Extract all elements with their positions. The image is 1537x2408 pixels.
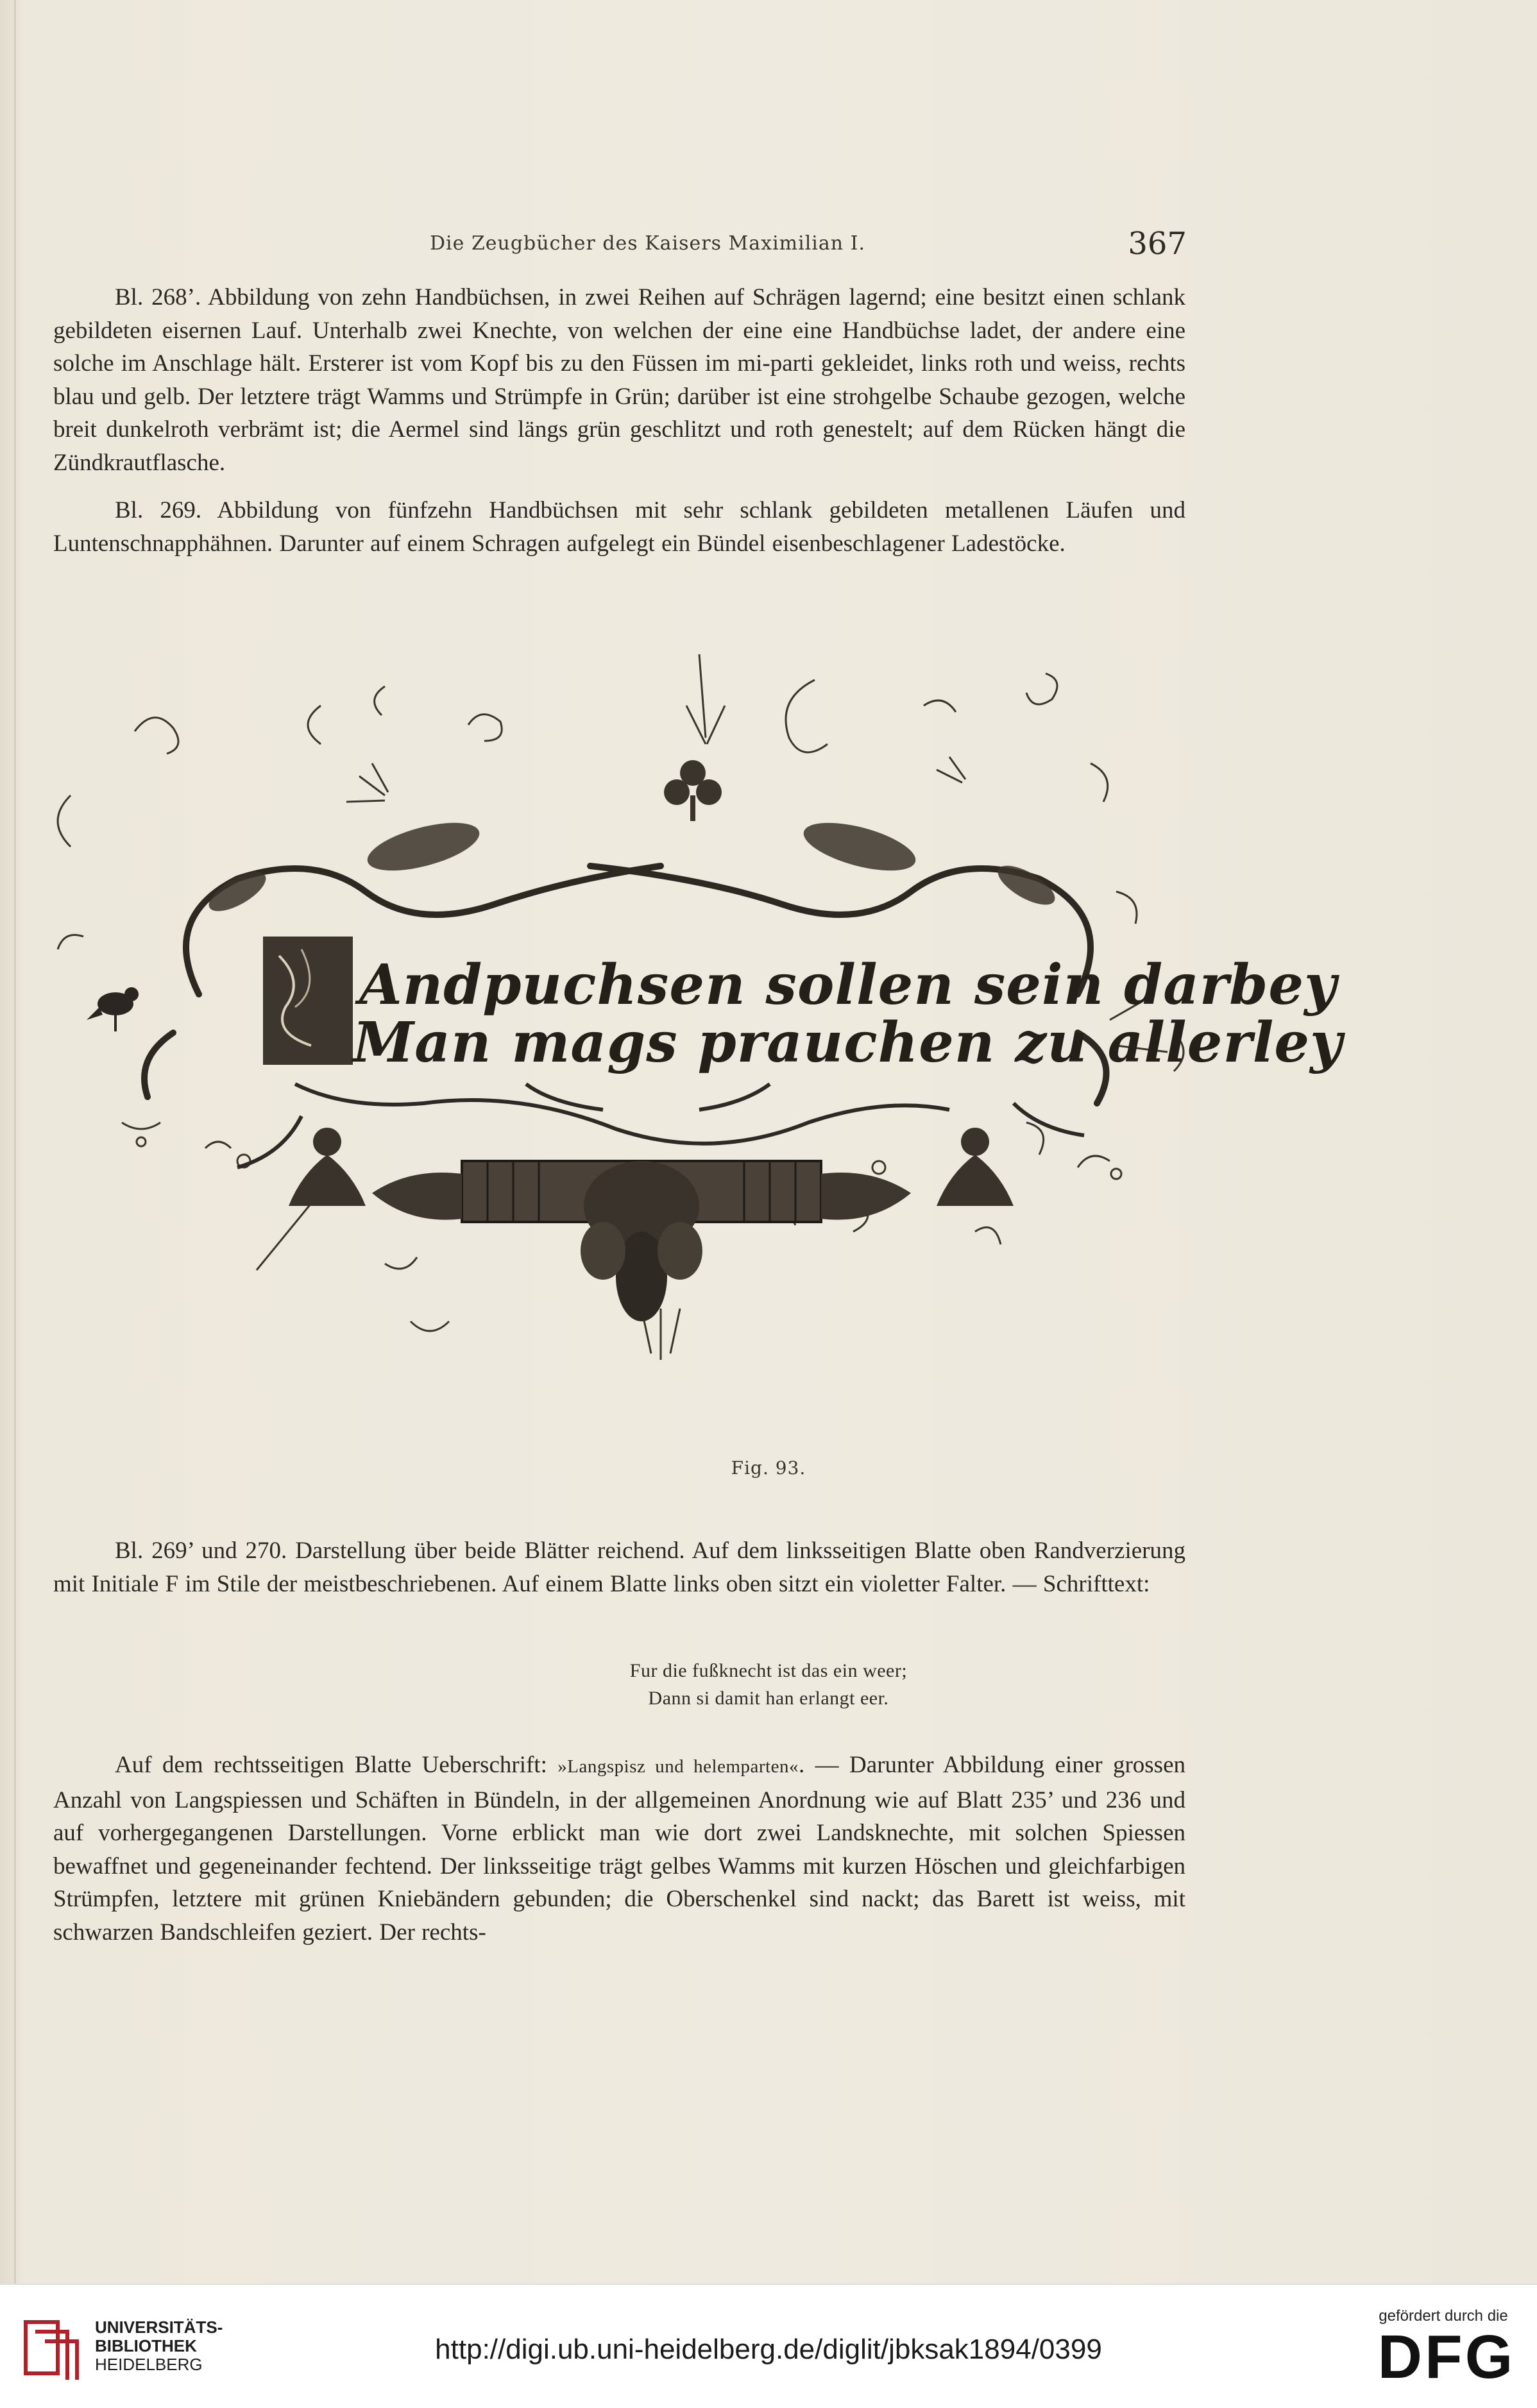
verse-line-1: Fur die fußknecht ist das ein weer;: [629, 1660, 908, 1681]
dfg-logo[interactable]: DFG: [1377, 2323, 1516, 2391]
running-title: Die Zeugbücher des Kaisers Maximilian I.: [430, 232, 866, 255]
paragraph-bl-269-270: Bl. 269’ und 270. Darstellung über beide Blätter reichend. Auf dem linksseitigen Blatte oben Randverzierung mit Initiale F im Stile der meistbeschriebenen. Auf einem Blatte links oben sitzt ein violetter Falter. — Schrifttext:: [53, 1538, 1185, 1597]
central-column: [372, 1161, 911, 1321]
left-tassel-knot: [313, 1128, 341, 1156]
banner-line-1: Andpuchsen sollen sein darbey: [359, 953, 1337, 1017]
banner-line-2: Man mags prauchen zu allerley: [353, 1010, 1343, 1075]
figure-caption: Fig. 93.: [731, 1457, 806, 1479]
right-tassel-knot: [961, 1128, 989, 1156]
bird-ornament: [87, 987, 139, 1031]
verse-line-2: Dann si damit han erlangt eer.: [648, 1688, 889, 1709]
source-url-link[interactable]: http://digi.ub.uni-heidelberg.de/diglit/jbksak1894/0399: [435, 2334, 1102, 2365]
curl-ornament: [135, 718, 178, 754]
paragraph-right-leaf: [53, 1749, 1185, 1949]
paragraph-4-rest: . — Darunter Abbildung einer grossen Anzahl von Langspiessen und Schäften in Bündeln, in der allgemeinen Anordnung wie auf Blatt 235’ und 236 und auf vorhergegangenen Darstellungen. Vorne erblickt man wie dort zwei Landsknechte, mit solchen Spiessen bewaffnet und gegeneinander fechtend. Der linksseitige trägt gelbes Wamms mit kurzen Höschen und gleichfarbigen Strümpfen, letztere mit grünen Kniebändern gebunden; die Oberschenkel sind nackt; das Barett ist weiss, mit schwarzen Bandschleifen geziert. Der rechts-: [53, 1752, 1185, 1946]
ribbon: [295, 1084, 949, 1144]
initial-box: [263, 937, 353, 1065]
heading-quote: »Langspisz und helemparten«: [557, 1756, 799, 1777]
library-line-1: UNIVERSITÄTS-: [95, 2318, 223, 2337]
clover-ornament: [664, 760, 722, 821]
figure-93-ornament: [26, 635, 1343, 1405]
page-number: 367: [1128, 226, 1187, 262]
paragraph-bl-269: Bl. 269. Abbildung von fünfzehn Handbüchsen mit sehr schlank gebildeten metallenen Läufen und Luntenschnapphähnen. Darunter auf einem Schragen aufgelegt ein Bündel eisenbeschlagener Ladestöcke.: [53, 497, 1185, 557]
library-line-2: BIBLIOTHEK: [95, 2336, 197, 2355]
ornament-drawing: [26, 635, 1343, 1405]
library-line-3: HEIDELBERG: [95, 2355, 203, 2374]
page-gutter: [14, 0, 16, 2284]
paragraph-4-start: Auf dem rechtsseitigen Blatte Ueberschrift:: [115, 1752, 558, 1778]
paragraph-bl-268: Bl. 268’. Abbildung von zehn Handbüchsen, in zwei Reihen auf Schrägen lagernd; eine besitzt einen schlank gebildeten eisernen Lauf. Unterhalb zwei Knechte, von welchen der eine eine Handbüchse ladet, der andere eine solche im Anschlage hält. Ersterer ist vom Kopf bis zu den Füssen im mi-parti gekleidet, links roth und weiss, rechts blau und gelb. Der letztere trägt Wamms und Strümpfe in Grün; darüber ist eine strohgelbe Schaube gezogen, welche breit dunkelroth verbrämt ist; die Aermel sind längs grün geschlitzt und roth genestelt; auf dem Rücken hängt die Zündkrautflasche.: [53, 284, 1185, 476]
funder-label: gefördert durch die: [1379, 2307, 1508, 2325]
